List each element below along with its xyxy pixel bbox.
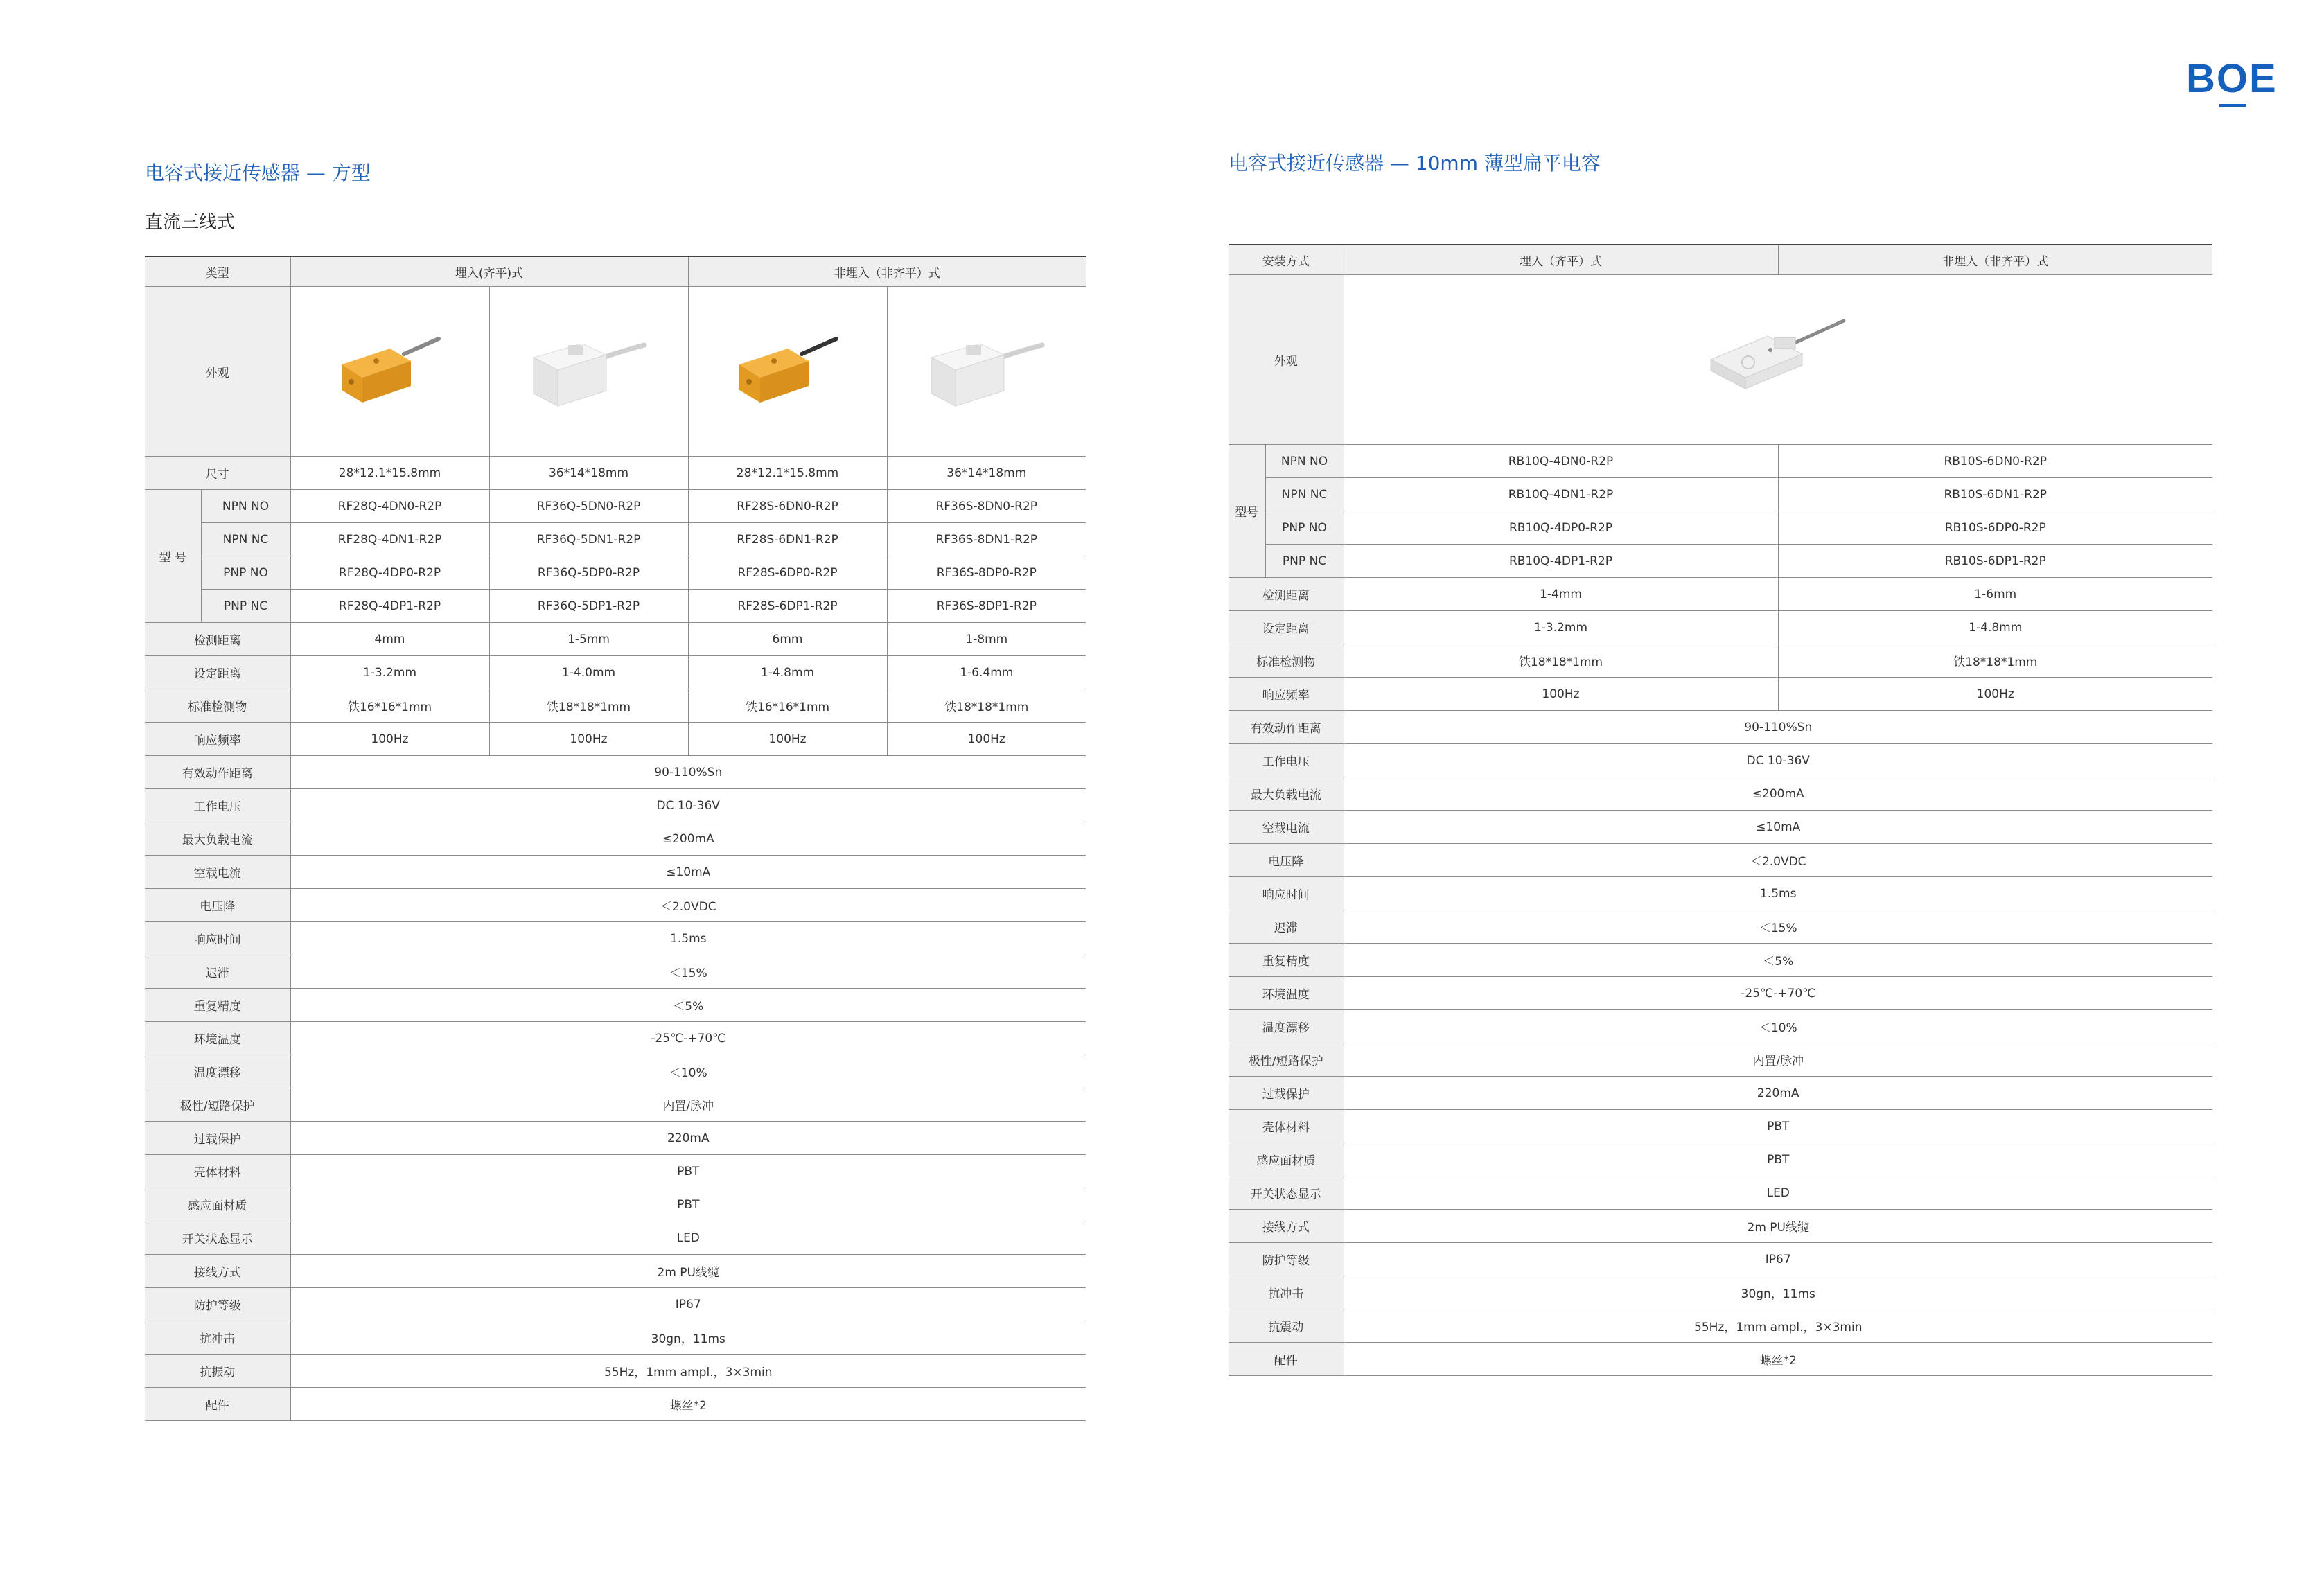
spec-value: 铁18*18*1mm	[1344, 644, 1778, 678]
spec-label: 温度漂移	[145, 1055, 290, 1088]
spec-value: LED	[290, 1221, 1086, 1255]
model-number: RF28S-6DP1-R2P	[688, 590, 887, 623]
spec-value: -25℃-+70℃	[1344, 977, 2212, 1010]
spec-label: 响应频率	[145, 723, 290, 756]
model-number: RF36S-8DP1-R2P	[887, 590, 1086, 623]
spec-label: 开关状态显示	[145, 1221, 290, 1255]
spec-value: 55Hz，1mm ampl.，3×3min	[290, 1355, 1086, 1388]
table-row	[145, 1155, 1086, 1188]
table-row	[1229, 1176, 2212, 1210]
spec-value: 55Hz，1mm ampl.，3×3min	[1344, 1309, 2212, 1343]
spec-label: 空载电流	[1229, 811, 1344, 844]
size-value: 36*14*18mm	[489, 457, 688, 490]
spec-value: 220mA	[290, 1122, 1086, 1155]
type-header-label: 类型	[145, 256, 290, 287]
spec-value: ＜5%	[1344, 944, 2212, 977]
spec-label: 迟滞	[1229, 910, 1344, 944]
table-row	[1229, 877, 2212, 910]
model-number: RF36Q-5DP1-R2P	[489, 590, 688, 623]
sensor-orange-image	[732, 333, 843, 409]
spec-value: ≤200mA	[1344, 777, 2212, 811]
output-type-label: PNP NO	[201, 556, 290, 590]
spec-value: 1-8mm	[887, 623, 1086, 656]
spec-label: 环境温度	[1229, 977, 1344, 1010]
table-row	[1229, 1010, 2212, 1043]
spec-label: 感应面材质	[1229, 1143, 1344, 1176]
spec-value: 100Hz	[290, 723, 489, 756]
table-row	[1229, 777, 2212, 811]
spec-value: 1-5mm	[489, 623, 688, 656]
spec-value: 1-4mm	[1344, 578, 1778, 611]
spec-label: 抗冲击	[1229, 1276, 1344, 1309]
spec-value: 100Hz	[1778, 678, 2212, 711]
table-row	[1229, 1143, 2212, 1176]
table-row	[145, 1388, 1086, 1421]
table-row	[145, 856, 1086, 889]
model-number: RF36Q-5DN0-R2P	[489, 490, 688, 523]
output-type-label: NPN NO	[201, 490, 290, 523]
spec-value: ＜15%	[290, 955, 1086, 989]
spec-label: 重复精度	[1229, 944, 1344, 977]
spec-value: ≤200mA	[290, 822, 1086, 856]
table-row	[145, 490, 1086, 523]
spec-value: 内置/脉冲	[1344, 1043, 2212, 1077]
model-number: RF28S-6DN1-R2P	[688, 523, 887, 556]
model-number: RF28Q-4DN1-R2P	[290, 523, 489, 556]
model-number: RB10S-6DN1-R2P	[1778, 478, 2212, 511]
model-number: RF28S-6DP0-R2P	[688, 556, 887, 590]
spec-label: 极性/短路保护	[145, 1088, 290, 1122]
spec-value: ＜10%	[1344, 1010, 2212, 1043]
table-row	[1229, 1110, 2212, 1143]
spec-value: IP67	[290, 1288, 1086, 1321]
spec-value: 100Hz	[887, 723, 1086, 756]
table-row	[145, 623, 1086, 656]
table-row	[145, 1321, 1086, 1355]
table-row	[145, 822, 1086, 856]
table-row	[145, 922, 1086, 955]
spec-label: 接线方式	[145, 1255, 290, 1288]
size-label: 尺寸	[145, 457, 290, 490]
spec-value: PBT	[290, 1155, 1086, 1188]
spec-label: 过载保护	[1229, 1077, 1344, 1110]
output-type-label: PNP NO	[1265, 511, 1344, 545]
spec-label: 感应面材质	[145, 1188, 290, 1221]
table-row	[1229, 611, 2212, 644]
spec-value: 1-4.8mm	[1778, 611, 2212, 644]
spec-label: 开关状态显示	[1229, 1176, 1344, 1210]
spec-value: 90-110%Sn	[1344, 711, 2212, 744]
table-row	[145, 1122, 1086, 1155]
spec-label: 电压降	[1229, 844, 1344, 877]
spec-label: 设定距离	[1229, 611, 1344, 644]
spec-label: 检测距离	[145, 623, 290, 656]
flush-header: 埋入(齐平)式	[290, 256, 688, 287]
spec-value: 铁18*18*1mm	[887, 689, 1086, 723]
output-type-label: PNP NC	[1265, 545, 1344, 578]
spec-value: 100Hz	[489, 723, 688, 756]
table-row	[145, 955, 1086, 989]
spec-value: 铁18*18*1mm	[1778, 644, 2212, 678]
table-row	[1229, 844, 2212, 877]
table-row	[145, 1188, 1086, 1221]
product-image-cell	[1344, 275, 2212, 445]
table-row	[1229, 910, 2212, 944]
spec-label: 响应时间	[1229, 877, 1344, 910]
spec-value: 100Hz	[1344, 678, 1778, 711]
model-number: RB10S-6DP0-R2P	[1778, 511, 2212, 545]
model-number: RF28Q-4DP0-R2P	[290, 556, 489, 590]
spec-value: 2m PU线缆	[290, 1255, 1086, 1288]
model-number: RF28Q-4DN0-R2P	[290, 490, 489, 523]
spec-label: 接线方式	[1229, 1210, 1344, 1243]
product-image-cell	[688, 287, 887, 457]
spec-value: 内置/脉冲	[290, 1088, 1086, 1122]
output-type-label: NPN NO	[1265, 445, 1344, 478]
table-row	[145, 656, 1086, 689]
table-row	[145, 1288, 1086, 1321]
spec-value: 铁16*16*1mm	[688, 689, 887, 723]
sensor-white-image	[924, 330, 1049, 413]
sensor-flat-image	[1705, 311, 1851, 408]
right-spec-table	[1229, 244, 2212, 1376]
table-row	[1229, 644, 2212, 678]
spec-value: PBT	[1344, 1110, 2212, 1143]
table-row	[1229, 1309, 2212, 1343]
table-row	[145, 590, 1086, 623]
size-value: 36*14*18mm	[887, 457, 1086, 490]
spec-value: 1-3.2mm	[1344, 611, 1778, 644]
spec-label: 标准检测物	[1229, 644, 1344, 678]
spec-label: 响应频率	[1229, 678, 1344, 711]
spec-label: 极性/短路保护	[1229, 1043, 1344, 1077]
spec-value: PBT	[290, 1188, 1086, 1221]
spec-label: 有效动作距离	[1229, 711, 1344, 744]
table-row	[1229, 678, 2212, 711]
spec-value: 1-3.2mm	[290, 656, 489, 689]
spec-value: LED	[1344, 1176, 2212, 1210]
model-number: RF28S-6DN0-R2P	[688, 490, 887, 523]
table-row	[145, 1221, 1086, 1255]
model-number: RB10S-6DN0-R2P	[1778, 445, 2212, 478]
spec-value: ＜15%	[1344, 910, 2212, 944]
boe-logo: BOE	[2186, 56, 2278, 101]
model-number: RB10Q-4DN0-R2P	[1344, 445, 1778, 478]
product-image-cell	[489, 287, 688, 457]
model-number: RB10Q-4DP1-R2P	[1344, 545, 1778, 578]
spec-label: 环境温度	[145, 1022, 290, 1055]
model-group-label: 型号	[1229, 445, 1265, 578]
spec-label: 抗振动	[145, 1355, 290, 1388]
table-row	[1229, 1276, 2212, 1309]
table-row	[145, 1022, 1086, 1055]
spec-value: 2m PU线缆	[1344, 1210, 2212, 1243]
spec-value: 6mm	[688, 623, 887, 656]
table-row	[1229, 1343, 2212, 1376]
output-type-label: NPN NC	[1265, 478, 1344, 511]
table-row	[1229, 545, 2212, 578]
spec-value: 铁18*18*1mm	[489, 689, 688, 723]
spec-value: -25℃-+70℃	[290, 1022, 1086, 1055]
non-flush-header: 非埋入（非齐平）式	[688, 256, 1086, 287]
spec-value: ＜5%	[290, 989, 1086, 1022]
spec-label: 检测距离	[1229, 578, 1344, 611]
table-row	[1229, 445, 2212, 478]
table-row	[145, 556, 1086, 590]
table-row	[145, 889, 1086, 922]
spec-label: 壳体材料	[145, 1155, 290, 1188]
table-row	[1229, 1077, 2212, 1110]
spec-value: PBT	[1344, 1143, 2212, 1176]
table-row	[145, 756, 1086, 789]
spec-value: 铁16*16*1mm	[290, 689, 489, 723]
table-row	[145, 1355, 1086, 1388]
spec-value: 1-4.0mm	[489, 656, 688, 689]
table-row	[145, 523, 1086, 556]
size-value: 28*12.1*15.8mm	[688, 457, 887, 490]
spec-value: 螺丝*2	[290, 1388, 1086, 1421]
spec-label: 响应时间	[145, 922, 290, 955]
table-row	[1229, 478, 2212, 511]
table-row	[1229, 744, 2212, 777]
spec-label: 壳体材料	[1229, 1110, 1344, 1143]
non-flush-header: 非埋入（非齐平）式	[1778, 245, 2212, 275]
spec-value: 螺丝*2	[1344, 1343, 2212, 1376]
model-number: RB10S-6DP1-R2P	[1778, 545, 2212, 578]
spec-value: 30gn，11ms	[1344, 1276, 2212, 1309]
output-type-label: PNP NC	[201, 590, 290, 623]
product-image-cell	[887, 287, 1086, 457]
model-number: RF36Q-5DP0-R2P	[489, 556, 688, 590]
spec-value: IP67	[1344, 1243, 2212, 1276]
output-type-label: NPN NC	[201, 523, 290, 556]
size-value: 28*12.1*15.8mm	[290, 457, 489, 490]
table-row	[1229, 511, 2212, 545]
spec-value: DC 10-36V	[290, 789, 1086, 822]
table-row	[145, 689, 1086, 723]
spec-value: 4mm	[290, 623, 489, 656]
spec-label: 抗冲击	[145, 1321, 290, 1355]
spec-label: 最大负载电流	[1229, 777, 1344, 811]
table-row	[145, 1255, 1086, 1288]
spec-label: 迟滞	[145, 955, 290, 989]
table-row	[145, 989, 1086, 1022]
left-spec-table	[145, 256, 1086, 1421]
model-number: RF36Q-5DN1-R2P	[489, 523, 688, 556]
table-row	[1229, 1243, 2212, 1276]
sensor-orange-image	[335, 333, 446, 409]
spec-label: 设定距离	[145, 656, 290, 689]
model-group-label: 型 号	[145, 490, 201, 623]
spec-label: 空载电流	[145, 856, 290, 889]
spec-value: ≤10mA	[1344, 811, 2212, 844]
spec-value: ＜2.0VDC	[290, 889, 1086, 922]
spec-label: 重复精度	[145, 989, 290, 1022]
product-image-cell	[290, 287, 489, 457]
spec-value: 30gn，11ms	[290, 1321, 1086, 1355]
table-row	[1229, 578, 2212, 611]
spec-label: 温度漂移	[1229, 1010, 1344, 1043]
flush-header: 埋入（齐平）式	[1344, 245, 1778, 275]
spec-value: 100Hz	[688, 723, 887, 756]
spec-value: DC 10-36V	[1344, 744, 2212, 777]
sensor-white-image	[527, 330, 651, 413]
spec-label: 电压降	[145, 889, 290, 922]
spec-label: 工作电压	[145, 789, 290, 822]
right-title: 电容式接近传感器 — 10mm 薄型扁平电容	[1229, 152, 1601, 175]
spec-value: 220mA	[1344, 1077, 2212, 1110]
spec-value: 1-6mm	[1778, 578, 2212, 611]
table-row	[145, 1088, 1086, 1122]
spec-label: 防护等级	[145, 1288, 290, 1321]
model-number: RB10Q-4DP0-R2P	[1344, 511, 1778, 545]
model-number: RF36S-8DN1-R2P	[887, 523, 1086, 556]
table-row	[1229, 1210, 2212, 1243]
table-row	[1229, 1043, 2212, 1077]
spec-value: ＜2.0VDC	[1344, 844, 2212, 877]
spec-label: 配件	[1229, 1343, 1344, 1376]
install-header-label: 安装方式	[1229, 245, 1344, 275]
table-row	[145, 723, 1086, 756]
spec-label: 抗震动	[1229, 1309, 1344, 1343]
table-row	[1229, 811, 2212, 844]
spec-label: 过载保护	[145, 1122, 290, 1155]
table-row	[1229, 977, 2212, 1010]
spec-value: 1-4.8mm	[688, 656, 887, 689]
spec-value: 1.5ms	[290, 922, 1086, 955]
model-number: RB10Q-4DN1-R2P	[1344, 478, 1778, 511]
table-row	[145, 789, 1086, 822]
model-number: RF28Q-4DP1-R2P	[290, 590, 489, 623]
appearance-label: 外观	[145, 287, 290, 457]
left-title: 电容式接近传感器 — 方型	[145, 161, 371, 184]
spec-label: 标准检测物	[145, 689, 290, 723]
spec-label: 工作电压	[1229, 744, 1344, 777]
spec-label: 最大负载电流	[145, 822, 290, 856]
spec-value: 90-110%Sn	[290, 756, 1086, 789]
spec-value: 1.5ms	[1344, 877, 2212, 910]
model-number: RF36S-8DP0-R2P	[887, 556, 1086, 590]
left-subtitle: 直流三线式	[145, 212, 236, 233]
appearance-label: 外观	[1229, 275, 1344, 445]
spec-value: ＜10%	[290, 1055, 1086, 1088]
table-row	[1229, 711, 2212, 744]
spec-label: 配件	[145, 1388, 290, 1421]
spec-label: 防护等级	[1229, 1243, 1344, 1276]
spec-label: 有效动作距离	[145, 756, 290, 789]
spec-value: ≤10mA	[290, 856, 1086, 889]
table-row	[145, 1055, 1086, 1088]
spec-value: 1-6.4mm	[887, 656, 1086, 689]
model-number: RF36S-8DN0-R2P	[887, 490, 1086, 523]
table-row	[1229, 944, 2212, 977]
